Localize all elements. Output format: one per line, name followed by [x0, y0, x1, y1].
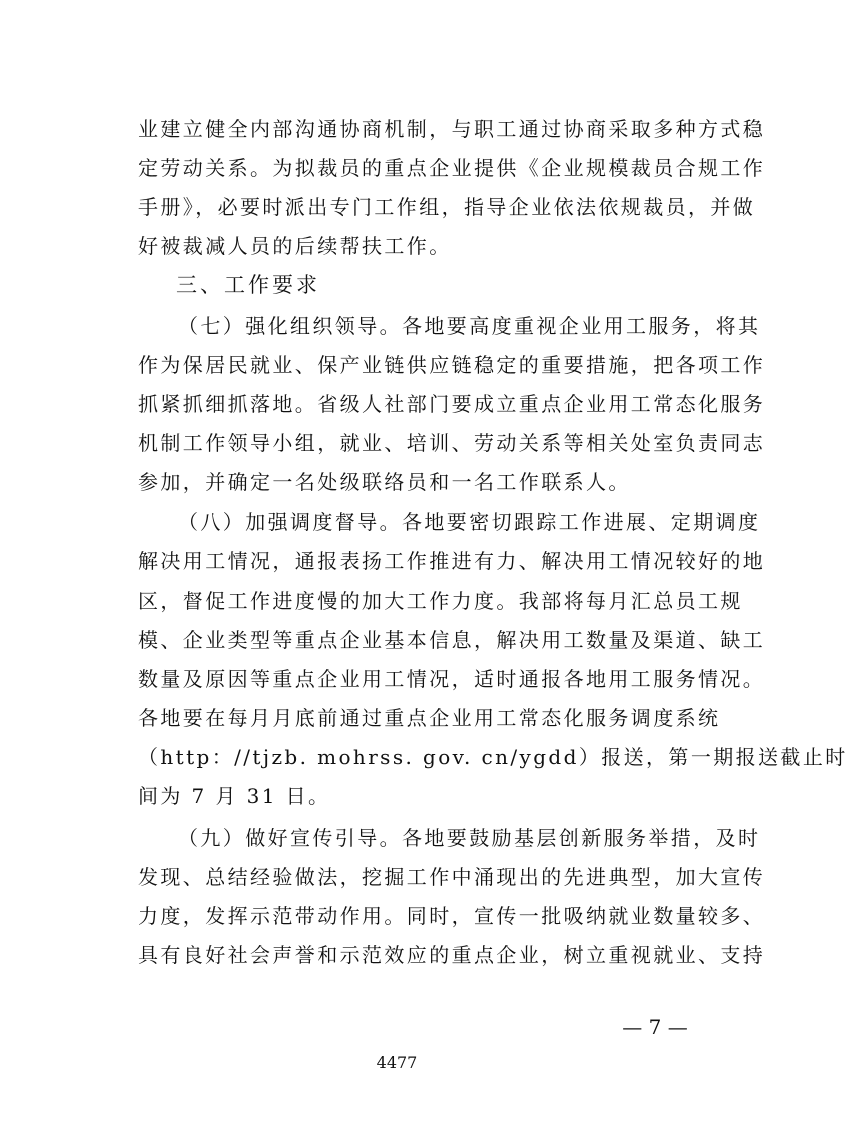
paragraph-line: 好被裁减人员的后续帮扶工作。	[138, 234, 452, 258]
paragraph-line: 定劳动关系。为拟裁员的重点企业提供《企业规模裁员合规工作	[138, 156, 766, 180]
paragraph-line: （七）强化组织领导。各地要高度重视企业用工服务，将其	[178, 314, 761, 338]
paragraph-line: 手册》，必要时派出专门工作组，指导企业依法依规裁员，并做	[138, 195, 756, 219]
paragraph-line: 具有良好社会声誉和示范效应的重点企业，树立重视就业、支持	[138, 943, 766, 967]
paragraph-line: 机制工作领导小组，就业、培训、劳动关系等相关处室负责同志	[138, 431, 766, 455]
page-number: — 7 —	[622, 1015, 688, 1039]
paragraph-line: 业建立健全内部沟通协商机制，与职工通过协商采取多种方式稳	[138, 117, 766, 141]
paragraph-line: 数量及原因等重点企业用工情况，适时通报各地用工服务情况。	[138, 667, 766, 691]
paragraph-line: 作为保居民就业、保产业链供应链稳定的重要措施，把各项工作	[138, 353, 766, 377]
paragraph-line: 抓紧抓细抓落地。省级人社部门要成立重点企业用工常态化服务	[138, 392, 766, 416]
paragraph-line: 发现、总结经验做法，挖掘工作中涌现出的先进典型，加大宣传	[138, 865, 766, 889]
paragraph-line: 各地要在每月月底前通过重点企业用工常态化服务调度系统	[138, 706, 721, 730]
url-line: （http：//tjzb. mohrss. gov. cn/ygdd）报送，第一期报送截止时	[138, 745, 848, 769]
paragraph-line: 区，督促工作进度慢的加大工作力度。我部将每月汇总员工规	[138, 589, 743, 613]
paragraph-line: （九）做好宣传引导。各地要鼓励基层创新服务举措，及时	[178, 826, 761, 850]
section-heading: 三、工作要求	[176, 273, 320, 297]
paragraph-line: （八）加强调度督导。各地要密切跟踪工作进展、定期调度	[178, 510, 761, 534]
paragraph-line: 力度，发挥示范带动作用。同时，宣传一批吸纳就业数量较多、	[138, 904, 766, 928]
paragraph-line: 间为 7 月 31 日。	[138, 784, 331, 808]
paragraph-line: 解决用工情况，通报表扬工作推进有力、解决用工情况较好的地	[138, 549, 766, 573]
paragraph-line: 参加，并确定一名处级联络员和一名工作联系人。	[138, 470, 631, 494]
paragraph-line: 模、企业类型等重点企业基本信息，解决用工数量及渠道、缺工	[138, 628, 766, 652]
document-number: 4477	[376, 1053, 418, 1072]
